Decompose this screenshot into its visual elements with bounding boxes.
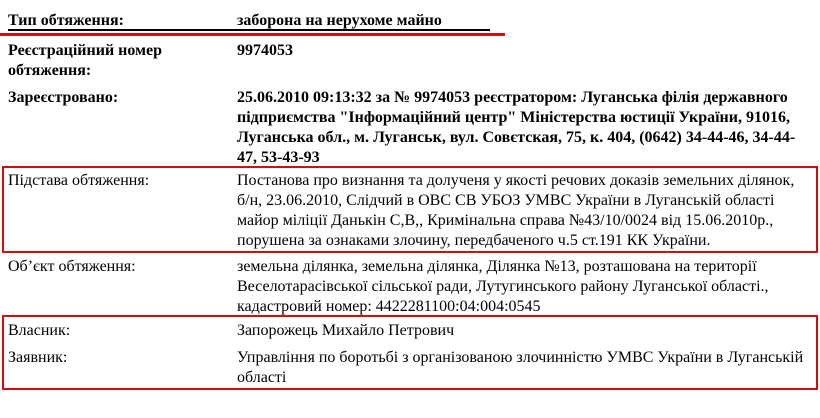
row-encumbrance-type bbox=[8, 11, 812, 31]
row-registration-number bbox=[8, 41, 812, 81]
row-grounds bbox=[8, 171, 816, 251]
field-label: Підстава обтяження: bbox=[8, 172, 150, 189]
row-registered bbox=[8, 88, 812, 168]
field-label: Власник: bbox=[8, 322, 71, 339]
field-value: 9974053 bbox=[237, 42, 293, 59]
red-box-grounds-annotation bbox=[2, 166, 818, 253]
field-label: Об’єкт обтяження: bbox=[8, 258, 136, 275]
row-object bbox=[8, 257, 812, 317]
field-value: земельна ділянка, земельна ділянка, Ділянка №13, розташована на території Веселотарасівської сільської ради, Лутугинського району Луганської області., кадастровий номер: 4422281100:04:004:0545 bbox=[237, 258, 769, 315]
field-value: Управління по боротьбі з організованою злочинністю УМВС України в Луганській області bbox=[237, 349, 804, 386]
field-label: Реєстраційний номер обтяження: bbox=[8, 42, 162, 79]
field-value: Запорожець Михайло Петрович bbox=[237, 322, 455, 339]
red-box-owner-applicant-annotation bbox=[2, 315, 818, 390]
field-label: Зареєстровано: bbox=[8, 89, 119, 106]
row-applicant bbox=[8, 348, 816, 388]
field-value: 25.06.2010 09:13:32 за № 9974053 реєстратором: Луганська філія державного підприємства "Інформаційний центр" Міністерства юстиції України, 91016, Луганська обл., м. Луганськ, вул. Совєтская, 75, к. 404, (0642) 34-44-46, 34-44-47, 53-43-93 bbox=[237, 89, 796, 166]
field-label: Тип обтяження: bbox=[8, 12, 124, 29]
black-underline bbox=[8, 29, 490, 31]
row-owner bbox=[8, 321, 816, 341]
field-value: Постанова про визнання та долученя у якості речових доказів земельних ділянок, б/н, 23.06.2010, Слідчий в ОВС СВ УБОЗ УМВС України в Луганській області майор міліції Данькін С,В,, Кримінальна справа №43/10/0024 від 15.06.2010р., порушена за ознаками злочину, передбаченого ч.5 ст.191 КК України. bbox=[237, 172, 795, 249]
field-label: Заявник: bbox=[8, 349, 68, 366]
field-value: заборона на нерухоме майно bbox=[237, 12, 442, 29]
red-underline-annotation bbox=[0, 33, 505, 36]
